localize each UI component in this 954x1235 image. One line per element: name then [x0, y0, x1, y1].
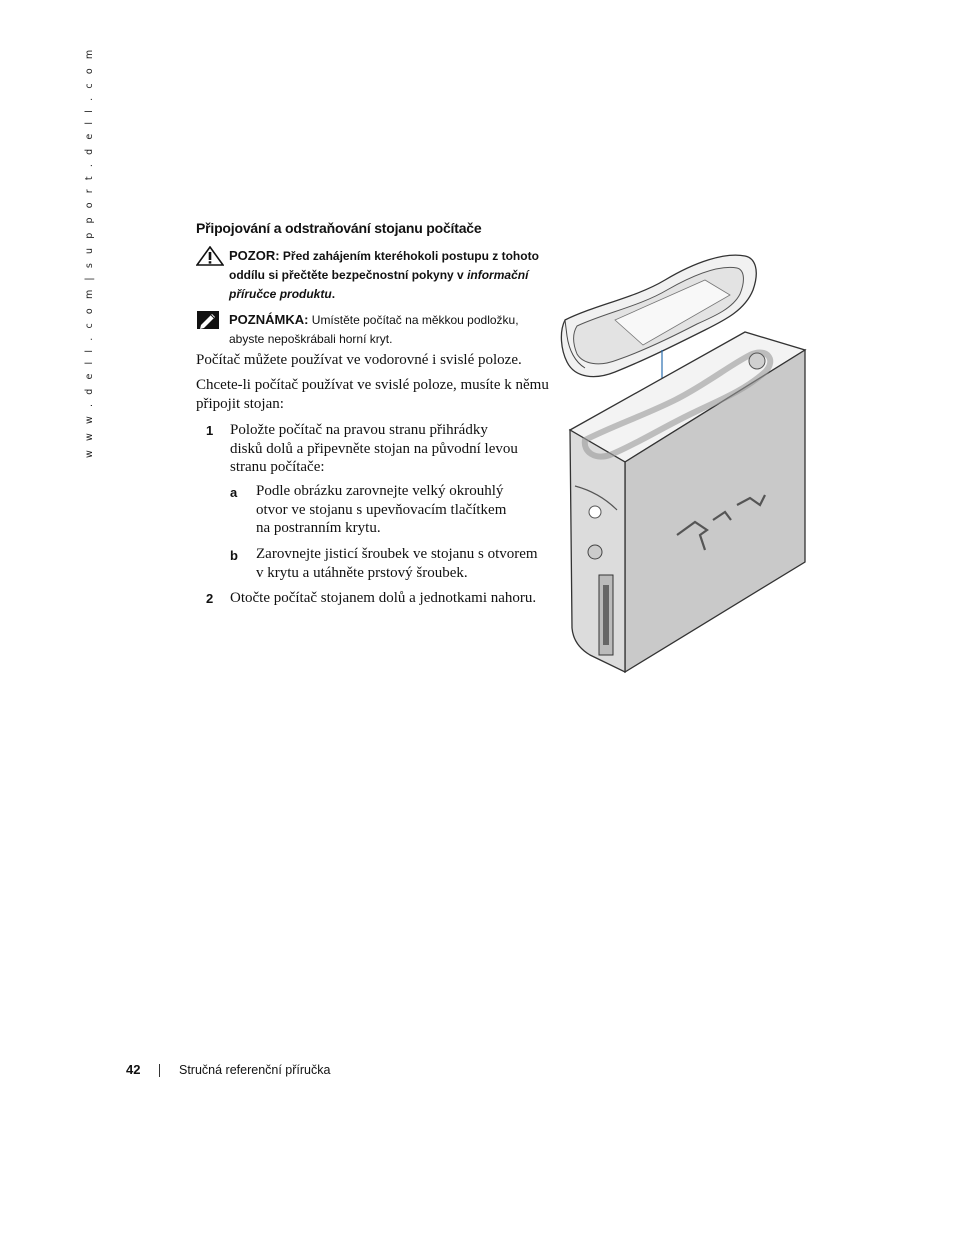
paragraph-stand-line1: Chcete-li počítač používat ve svislé poloze, musíte k němu [196, 377, 549, 393]
paragraph-orientation: Počítač můžete používat ve vodorovné i svislé poloze. [196, 352, 522, 368]
substep-line: na postranním krytu. [256, 520, 381, 536]
substep-line: Podle obrázku zarovnejte velký okrouhlý [256, 483, 504, 499]
notice-label: POZNÁMKA: [229, 312, 309, 327]
section-heading: Připojování a odstraňování stojanu počítače [196, 220, 482, 236]
notice-line1: Umístěte počítač na měkkou podložku, [308, 313, 519, 327]
step-number: 2 [206, 591, 214, 606]
step-number: 1 [206, 423, 214, 438]
computer-graphic [570, 332, 805, 672]
caution-text [229, 246, 549, 304]
caution-label: POZOR: [229, 248, 280, 263]
paragraph-stand-line2: připojit stojan: [196, 395, 284, 412]
substep-text [256, 482, 506, 538]
notice-text [229, 310, 549, 349]
substep-text [256, 545, 538, 582]
substep-b [230, 545, 550, 585]
side-url-text: w w w . d e l l . c o m | s u p p o r t . d e l l . c o m [84, 46, 95, 458]
notice-note [196, 310, 556, 350]
notice-pencil-icon [196, 310, 220, 336]
step-line: disků dolů a připevněte stojan na původní levou [230, 440, 518, 457]
footer-title: Stručná referenční příručka [179, 1063, 331, 1077]
step-1 [206, 421, 546, 481]
step-line: Položte počítač na pravou stranu přihrádky [230, 422, 488, 438]
substep-a [230, 482, 550, 542]
substep-label: a [230, 485, 238, 500]
substep-line: otvor ve stojanu s upevňovacím tlačítkem [256, 501, 507, 518]
step-line: Otočte počítač stojanem dolů a jednotkami nahoru. [230, 590, 537, 606]
page-number: 42 [126, 1062, 141, 1077]
caution-note [196, 246, 556, 306]
computer-with-stand-illustration [555, 250, 815, 685]
caution-line2-italic: informační [467, 268, 529, 282]
substep-label: b [230, 548, 238, 563]
footer-separator [159, 1064, 160, 1077]
paragraph-stand-intro [196, 376, 566, 413]
step-line: stranu počítače: [230, 459, 325, 475]
caution-line2: oddílu si přečtěte bezpečnostní pokyny v [229, 268, 468, 282]
caution-line3-italic: příručce produktu [229, 287, 332, 301]
side-url-vertical [84, 46, 98, 464]
notice-line2: abyste nepoškrábali horní kryt. [229, 332, 393, 346]
step-2 [206, 589, 556, 611]
step-text [230, 421, 518, 477]
substep-line: v krytu a utáhněte prstový šroubek. [256, 564, 468, 581]
substep-line: Zarovnejte jisticí šroubek ve stojanu s otvorem [256, 546, 538, 562]
warning-triangle-icon [196, 246, 224, 272]
caution-line1: Před zahájením kteréhokoli postupu z tohoto [279, 249, 539, 263]
step-text [230, 589, 536, 608]
caution-line3-end: . [331, 287, 336, 301]
